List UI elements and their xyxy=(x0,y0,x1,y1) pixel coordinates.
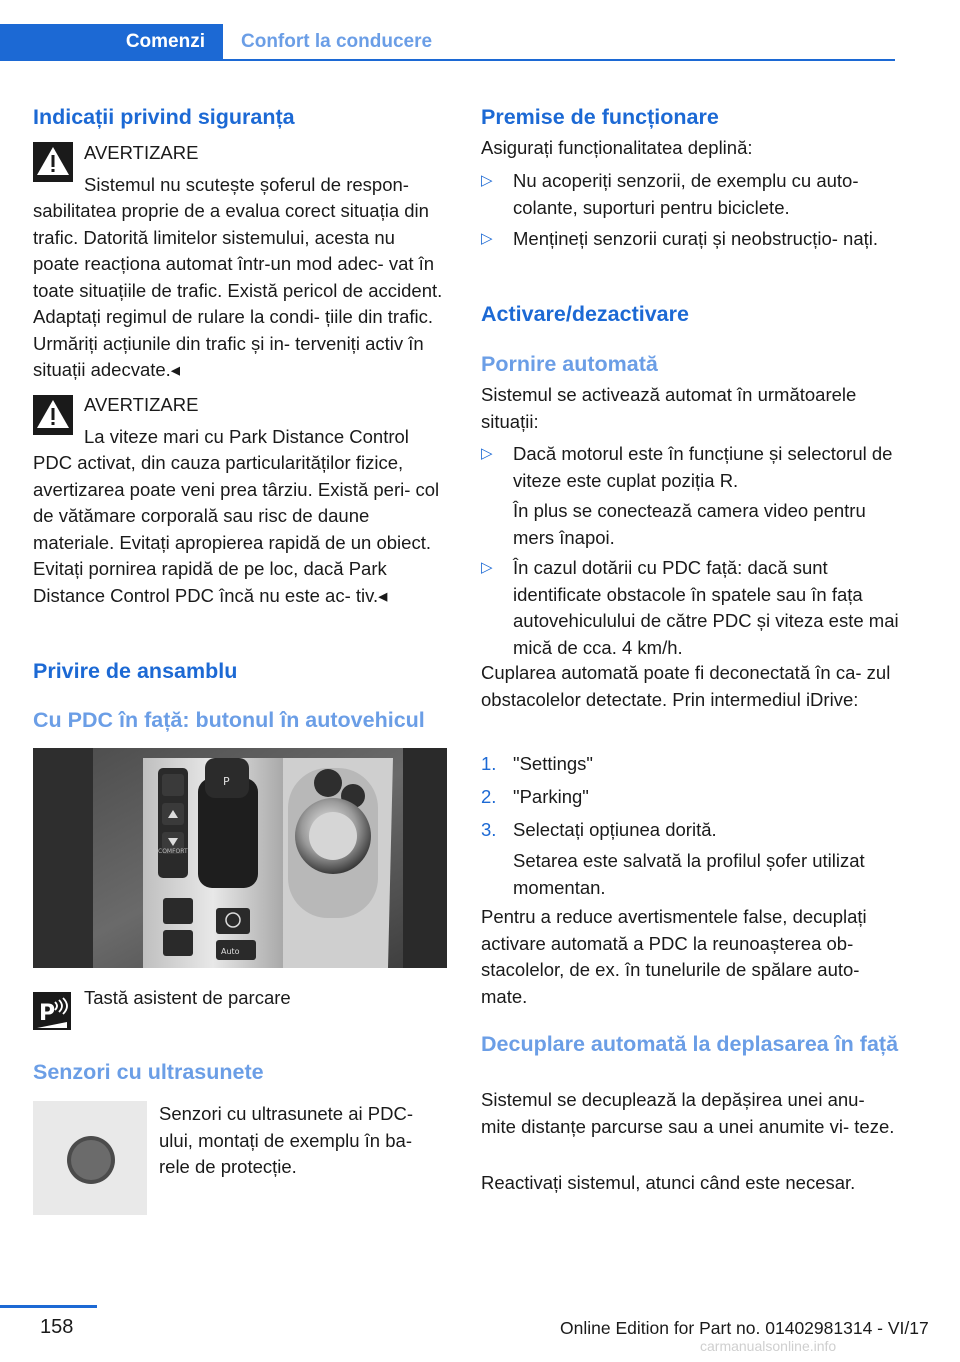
ultrasonic-sensor-photo xyxy=(33,1101,147,1215)
warning2-first-line: La viteze mari cu Park Distance Control xyxy=(84,426,409,447)
auto-start-intro: Sistemul se activează automat în următoarele situații: xyxy=(481,384,857,432)
reactivate-text: Reactivați sistemul, atunci când este necesar. xyxy=(481,1172,856,1193)
sensors-text: Senzori cu ultrasunete ai PDC-ului, montați de exemplu în ba‐ rele de protecție. xyxy=(159,1103,413,1177)
sensors-title: Senzori cu ultrasunete xyxy=(33,1060,264,1084)
reverse-camera-note: În plus se conectează camera video pentru mers înapoi. xyxy=(513,500,866,548)
warning2-text: PDC activat, din cauza particularităților fizice, avertizarea poate veni prea târziu. Există peri‐ col de vătămare corporală sau risc de daune materiale. Evitați apropierea rapidă de un obiect. Evitați pornirea rapidă de pe loc, dacă Park Distance Control PDC încă nu este ac‐ tiv.◂ xyxy=(33,452,440,606)
bullet-triangle-icon: ▷ xyxy=(481,445,493,462)
pdc-button-subtitle: Cu PDC în față: butonul în autovehicul xyxy=(33,708,425,732)
warning1-text: sabilitatea proprie de a evalua corect situația din trafic. Datorită limitelor sistemului, acesta nu poate reacționa automat într-un mod adec‐ vat în toate situațiile de trafic. Există pericol de accident. Adaptați regimul de rulare la condi‐ țiile din trafic. Urmăriți acțiunile din trafic și in‐ terveniți activ în situații adecvate.◂ xyxy=(33,200,443,380)
step-item: 1. "Settings" xyxy=(481,753,593,774)
bullet-triangle-icon: ▷ xyxy=(481,230,493,247)
page-number: 158 xyxy=(40,1316,74,1338)
svg-text:P: P xyxy=(39,1001,56,1026)
center-console-photo xyxy=(33,748,447,968)
parking-assist-caption: Tastă asistent de parcare xyxy=(84,987,291,1008)
activation-title: Activare/dezactivare xyxy=(481,302,689,326)
warning2-label: AVERTIZARE xyxy=(84,394,199,415)
parking-assist-icon xyxy=(33,992,71,1035)
premise-title: Premise de funcționare xyxy=(481,105,719,129)
overview-title: Privire de ansamblu xyxy=(33,659,238,683)
list-item: ▷ Dacă motorul este în funcțiune și selectorul de viteze este cuplat poziția R. xyxy=(481,441,901,494)
list-item: ▷ Nu acoperiți senzorii, de exemplu cu auto‐ colante, suporturi pentru biciclete. xyxy=(481,168,901,221)
warning-icon xyxy=(33,142,73,187)
warning-icon xyxy=(33,395,73,440)
auto-off-title: Decuplare automată la deplasarea în față xyxy=(481,1032,899,1056)
list-item: ▷ Mențineți senzorii curați și neobstrucțio‐ nați. xyxy=(481,226,901,253)
coupling-text: Cuplarea automată poate fi deconectată în ca‐ zul obstacolelor detectate. Prin intermediul iDrive: xyxy=(481,662,891,710)
premise-intro: Asigurați funcționalitatea deplină: xyxy=(481,137,753,158)
auto-hold-label: Auto xyxy=(221,947,240,956)
gear-p-label: P xyxy=(223,775,230,788)
false-alarm-text: Pentru a reduce avertismentele false, decuplați activare automată a PDC la reunoașterea ob‐ stacolelor, de ex. în tunelurile de spălare auto‐ mate. xyxy=(481,906,867,1007)
watermark: carmanualsonline.info xyxy=(700,1338,837,1354)
header-rule xyxy=(0,59,895,61)
warning1-label: AVERTIZARE xyxy=(84,142,199,163)
footer-rule xyxy=(0,1305,97,1308)
header-tab-comenzi[interactable]: Comenzi xyxy=(0,24,223,60)
bullet-triangle-icon: ▷ xyxy=(481,172,493,189)
step3-note: Setarea este salvată la profilul șofer utilizat momentan. xyxy=(513,850,865,898)
edition-label: Online Edition for Part no. 01402981314 - VI/17 xyxy=(560,1318,929,1338)
comfort-label: COMFORT xyxy=(158,848,188,855)
step-item: 2. "Parking" xyxy=(481,786,589,807)
bullet-triangle-icon: ▷ xyxy=(481,559,493,576)
header-tab-confort[interactable]: Confort la conducere xyxy=(241,31,433,52)
auto-off-text: Sistemul se decuplează la depășirea unei anu‐ mite distanțe parcurse sau a unei anumite vi‐ teze. xyxy=(481,1089,895,1137)
step-item: 3. Selectați opțiunea dorită. xyxy=(481,819,717,840)
list-item: ▷ În cazul dotării cu PDC față: dacă sunt identificate obstacole în spatele sau în fața autovehiculului de către PDC și viteza este mai mică de cca. 4 km/h. xyxy=(481,555,901,661)
warning1-first-line: Sistemul nu scutește șoferul de respon‐ xyxy=(84,174,409,195)
auto-start-title: Pornire automată xyxy=(481,352,658,376)
safety-title: Indicații privind siguranța xyxy=(33,105,295,129)
